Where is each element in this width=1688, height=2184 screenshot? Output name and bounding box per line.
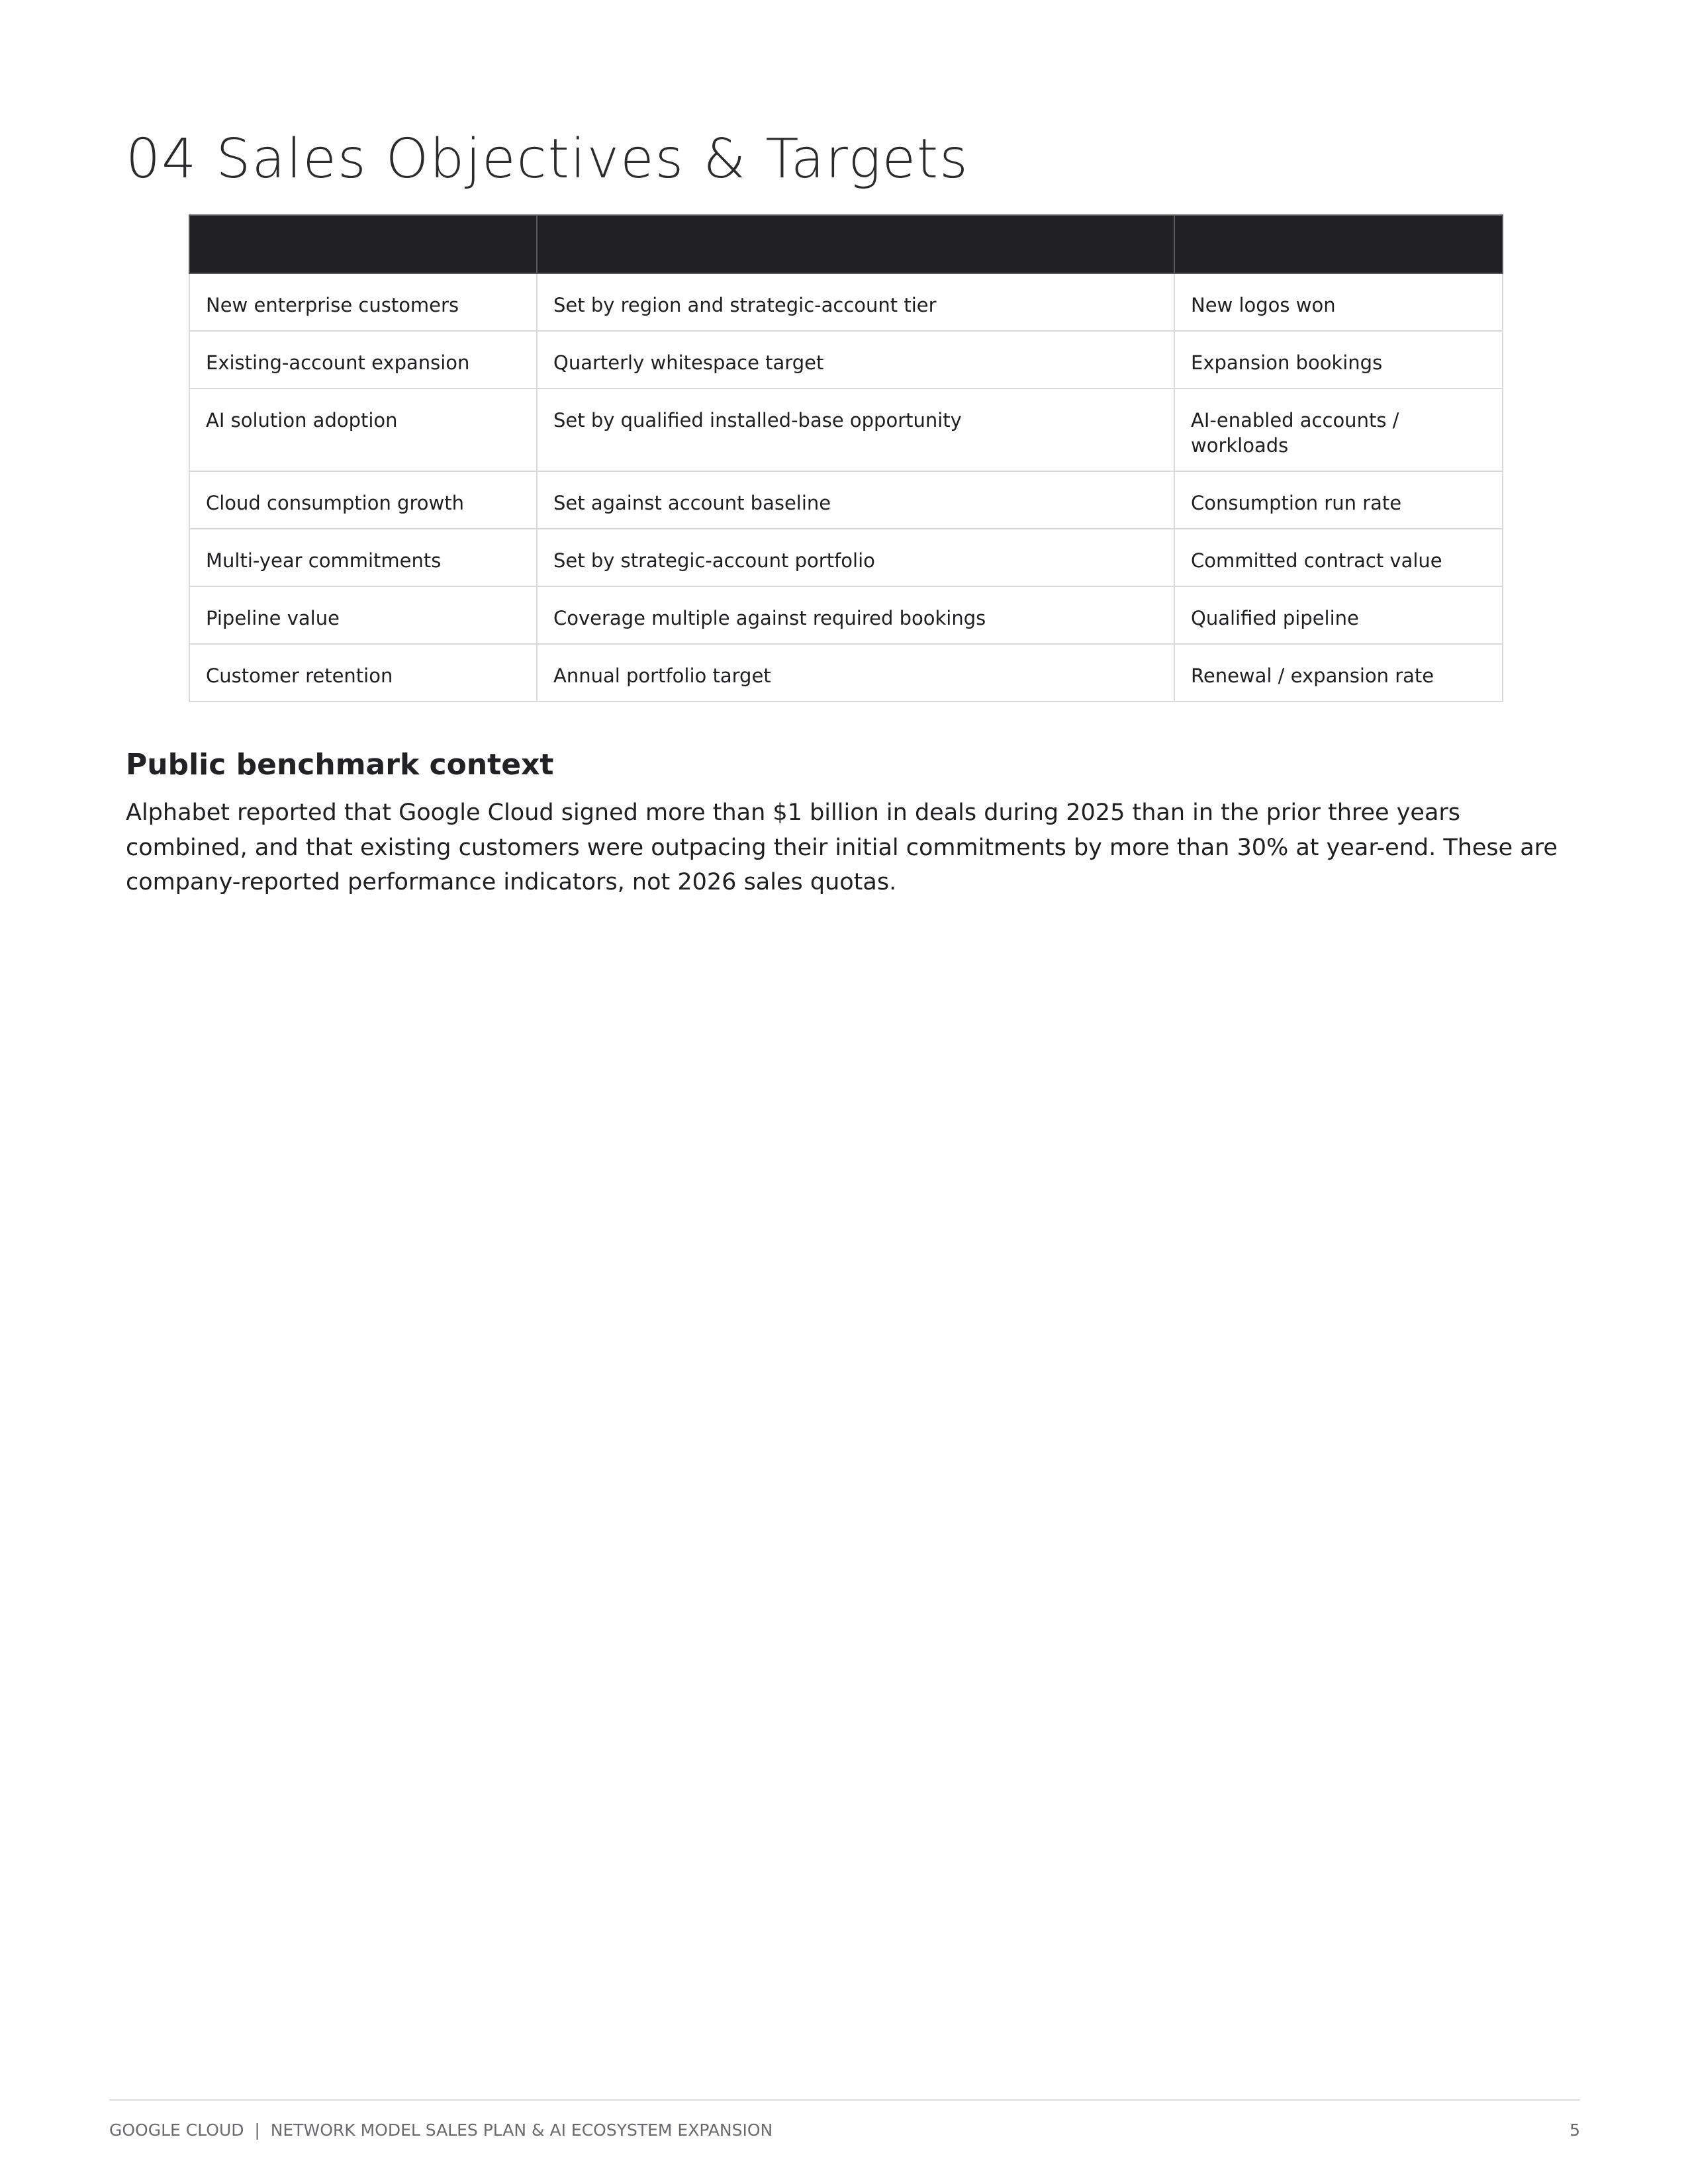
table-row [189,388,1503,471]
objective-cell: Customer retention [189,644,537,702]
section-heading: Public benchmark context [126,748,554,782]
table-row [189,644,1503,702]
table-row [189,273,1503,331]
metric-cell: New logos won [1174,273,1503,331]
table-header-row [189,215,1503,273]
target-basis-cell: Set by strategic-account portfolio [537,529,1174,586]
objectives-table [189,214,1503,702]
objective-cell: Multi-year commitments [189,529,537,586]
target-basis-cell: Coverage multiple against required bookings [537,586,1174,644]
table-row [189,586,1503,644]
objective-cell: Existing-account expansion [189,331,537,388]
table-row [189,471,1503,529]
metric-cell: Consumption run rate [1174,471,1503,529]
objective-cell: Cloud consumption growth [189,471,537,529]
objective-cell: New enterprise customers [189,273,537,331]
target-basis-cell: Set by region and strategic-account tier [537,273,1174,331]
body-paragraph: Alphabet reported that Google Cloud signed more than $1 billion in deals during 2025 than in the prior three years combined, and that existing customers were outpacing their initial commitments by more than 30% at year-end. These are company-reported performance indicators, not 2026 sales quotas. [126,799,1558,895]
target-basis-cell: Set by qualified installed-base opportunity [537,388,1174,471]
page-title: 04 Sales Objectives & Targets [126,128,969,191]
table-header-cell [537,215,1174,273]
objective-cell: AI solution adoption [189,388,537,471]
footer-divider [109,2099,1580,2101]
target-basis-cell: Set against account baseline [537,471,1174,529]
objective-cell: Pipeline value [189,586,537,644]
table-header-cell [189,215,537,273]
metric-cell: Committed contract value [1174,529,1503,586]
page-number: 5 [1570,2120,1580,2140]
target-basis-cell: Annual portfolio target [537,644,1174,702]
metric-cell: Expansion bookings [1174,331,1503,388]
metric-cell: Qualified pipeline [1174,586,1503,644]
target-basis-cell: Quarterly whitespace target [537,331,1174,388]
metric-cell: AI-enabled accounts / workloads [1174,388,1503,471]
metric-cell: Renewal / expansion rate [1174,644,1503,702]
table-row [189,529,1503,586]
footer-text: GOOGLE CLOUD | NETWORK MODEL SALES PLAN & AI ECOSYSTEM EXPANSION [109,2120,773,2140]
table-header-cell [1174,215,1503,273]
table-row [189,331,1503,388]
